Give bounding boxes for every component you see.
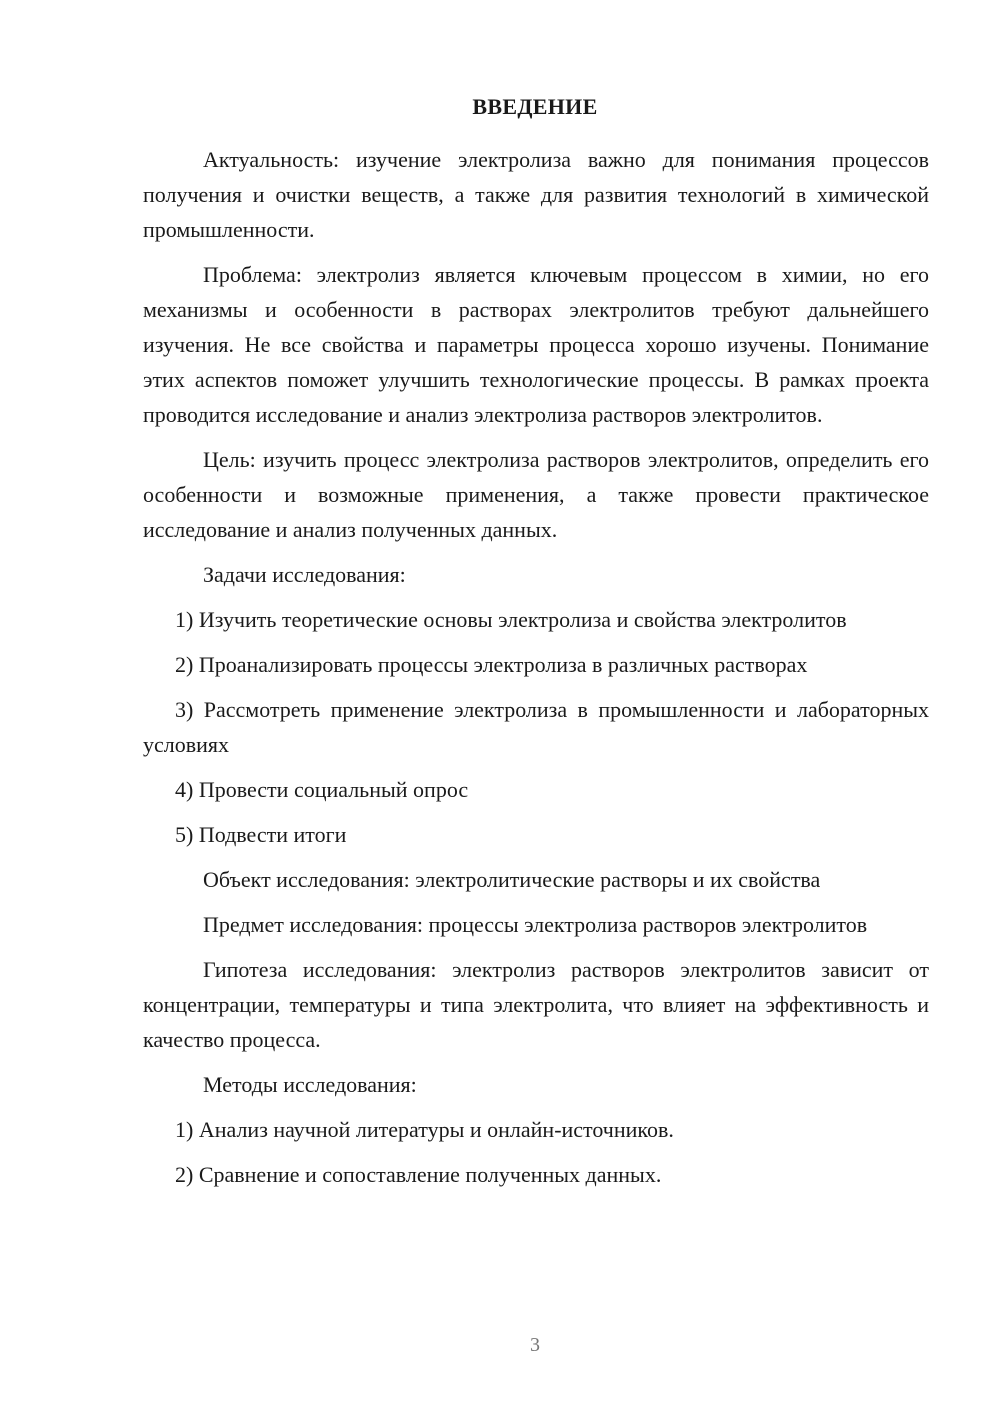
- document-body: [143, 142, 929, 1202]
- method-item-2: 2) Сравнение и сопоставление полученных данных.: [175, 1162, 662, 1187]
- task-item-5: 5) Подвести итоги: [175, 822, 347, 847]
- goal-paragraph: Цель: изучить процесс электролиза растворов электролитов, определить его особенности и возможные применения, а также провести практическое исследование и анализ полученных данных.: [143, 447, 929, 542]
- tasks-heading: Задачи исследования:: [203, 562, 406, 587]
- hypothesis-paragraph: Гипотеза исследования: электролиз растворов электролитов зависит от концентрации, температуры и типа электролита, что влияет на эффективность и качество процесса.: [143, 957, 929, 1052]
- page-title: ВВЕДЕНИЕ: [472, 94, 598, 119]
- methods-heading: Методы исследования:: [203, 1072, 417, 1097]
- page-number: 3: [530, 1334, 540, 1356]
- relevance-paragraph: Актуальность: изучение электролиза важно для понимания процессов получения и очистки веществ, а также для развития технологий в химической промышленности.: [143, 147, 929, 242]
- method-item-1: 1) Анализ научной литературы и онлайн-источников.: [175, 1117, 674, 1142]
- task-item-3: 3) Рассмотреть применение электролиза в промышленности и лабораторных условиях: [143, 697, 929, 757]
- task-item-4: 4) Провести социальный опрос: [175, 777, 469, 802]
- research-subject-paragraph: Предмет исследования: процессы электролиза растворов электролитов: [203, 912, 868, 937]
- task-item-1: 1) Изучить теоретические основы электролиза и свойства электролитов: [175, 607, 847, 632]
- task-item-2: 2) Проанализировать процессы электролиза в различных растворах: [175, 652, 808, 677]
- research-object-paragraph: Объект исследования: электролитические растворы и их свойства: [203, 867, 821, 892]
- problem-paragraph: Проблема: электролиз является ключевым процессом в химии, но его механизмы и особенности в растворах электролитов требуют дальнейшего изучения. Не все свойства и параметры процесса хорошо изучены. Понимание этих аспектов поможет улучшить технологические процессы. В рамках проекта проводится исследование и анализ электролиза растворов электролитов.: [143, 262, 929, 427]
